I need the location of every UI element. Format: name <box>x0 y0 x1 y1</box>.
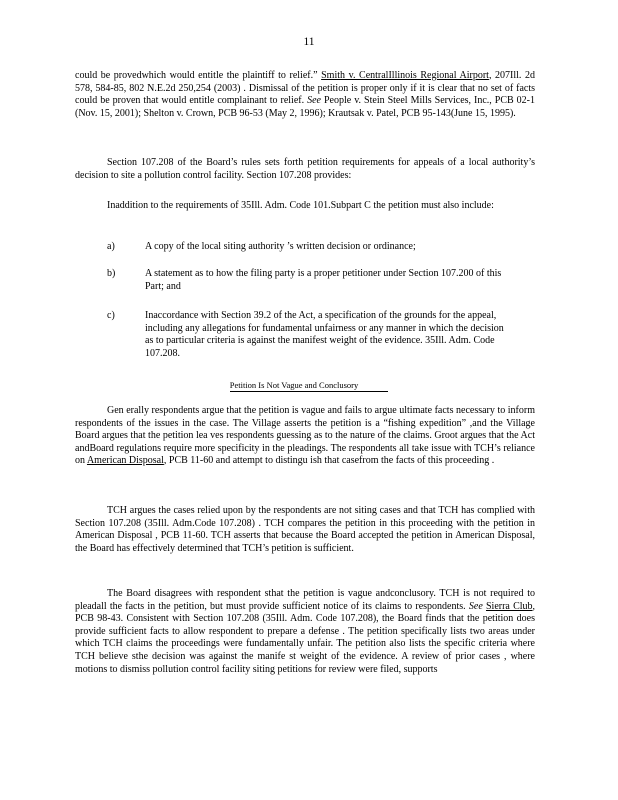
paragraph-section-107-208 <box>75 157 535 182</box>
paragraph-respondents-argument <box>75 405 535 468</box>
list-item-text: Inaccordance with Section 39.2 of the Act, a specification of the grounds for the appeal, including any allegations for fundamental unfairness or any manner in which the decision as to particular criteria is against the manifest weight of the evidence. 35Ill. Adm. Code 107.208. <box>145 310 504 359</box>
paragraph-tch-argument <box>75 505 535 555</box>
para2-text: Section 107.208 of the Board’s rules sets forth petition requirements for appeals of a local authority’s decision to site a pollution control facility. Section 107.208 provides: <box>75 157 535 181</box>
case-citation-american-disposal: American Disposal <box>455 530 533 542</box>
list-item-text: A statement as to how the filing party is a proper petitioner under Section 107.200 of this Part; and <box>145 268 502 292</box>
list-item-text: A copy of the local siting authority ’s written decision or ordinance; <box>145 241 416 252</box>
para1-citations: People v. Stein Steel Mills Services, Inc., PCB 02-1 (Nov. 15, 2001); Shelton v. Crown, PCB 96-53 (May 2, 1996); Krautsak v. Patel, PCB 95-143(June 15, 1995). <box>75 95 536 119</box>
see-signal: See <box>468 600 483 612</box>
section-heading-text: Petition Is Not Vague and Conclusory <box>230 380 389 392</box>
case-citation-american-disposal: American Disposal <box>86 455 164 467</box>
section-heading <box>0 379 618 392</box>
list-item-label: b) <box>107 268 116 279</box>
case-citation-sierra-club: Sierra Club <box>485 600 533 612</box>
para5-tail: , PCB 98-43. Consistent with Section 107.208 (35Ill. Adm. Code 107.208), the Board finds that the petition does provide sufficient facts to allow respondent to prepare a defense . The petition specifically lists two areas under which TCH claims the proceedings were fundamentally unfair. The petition also lists the specific criteria where TCH believe sthe decision was against the manife st weight of the evidence. A review of prior cases , where motions to dismiss pollution control facility siting petitions for review were filed, supports <box>75 600 536 675</box>
paragraph-motion-standard <box>75 70 535 120</box>
para4-body: TCH argues the cases relied upon by the respondents are not siting cases and that TCH has complied with Section 107.208 (35Ill. Adm.Code 107.208) . TCH compares the petition in this proceeding with the petition in American Disposal , PCB 11-60. TCH asserts that because the Board accepted the petition in <box>75 505 535 542</box>
see-signal: See <box>307 95 321 107</box>
para5-body: The Board disagrees with respondent sthat the petition is vague andconclusory. TCH is not required to pleadall the facts in the petition, but must provide sufficient notice of its claims to respondents. <box>75 588 535 612</box>
block-quote-intro: Inaddition to the requirements of 35Ill. Adm. Code 101.Subpart C the petition must also include: <box>107 200 494 211</box>
para1-body: , 207Ill. 2d 578, 584-85, 802 N.E.2d 250,254 (2003) . Dismissal of the petition is proper only if it is clear that no set of facts could be proven that would entitle complainant to relief. <box>75 70 535 107</box>
para3-tail: , PCB 11-60 and attempt to distingu ish that casefrom the facts of this proceeding . <box>163 455 495 467</box>
list-item-label: c) <box>107 310 115 321</box>
para3-body: Gen erally respondents argue that the petition is vague and fails to argue ultimate facts necessary to inform respondents of the issues in the case. The Village asserts the petition is a “fishing expedition” ,and the Village Board argues that the petition lea ves respondents guessing as to the nature of the claims. Groot argues that the Act andBoard regulations require more specificity in the pleadings. The respondents all take issue with TCH’s reliance on <box>75 405 535 467</box>
list-item-label: a) <box>107 241 115 252</box>
para4-tail: , the Board has effectively determined that TCH’s petition is sufficient. <box>75 530 535 554</box>
page-number: 11 <box>303 36 315 48</box>
case-citation-smith: Smith v. CentralIllinois Regional Airport <box>321 70 489 81</box>
para1-lead: could be provedwhich would entitle the plaintiff to relief.” <box>75 70 318 81</box>
paragraph-board-finding <box>75 588 535 676</box>
